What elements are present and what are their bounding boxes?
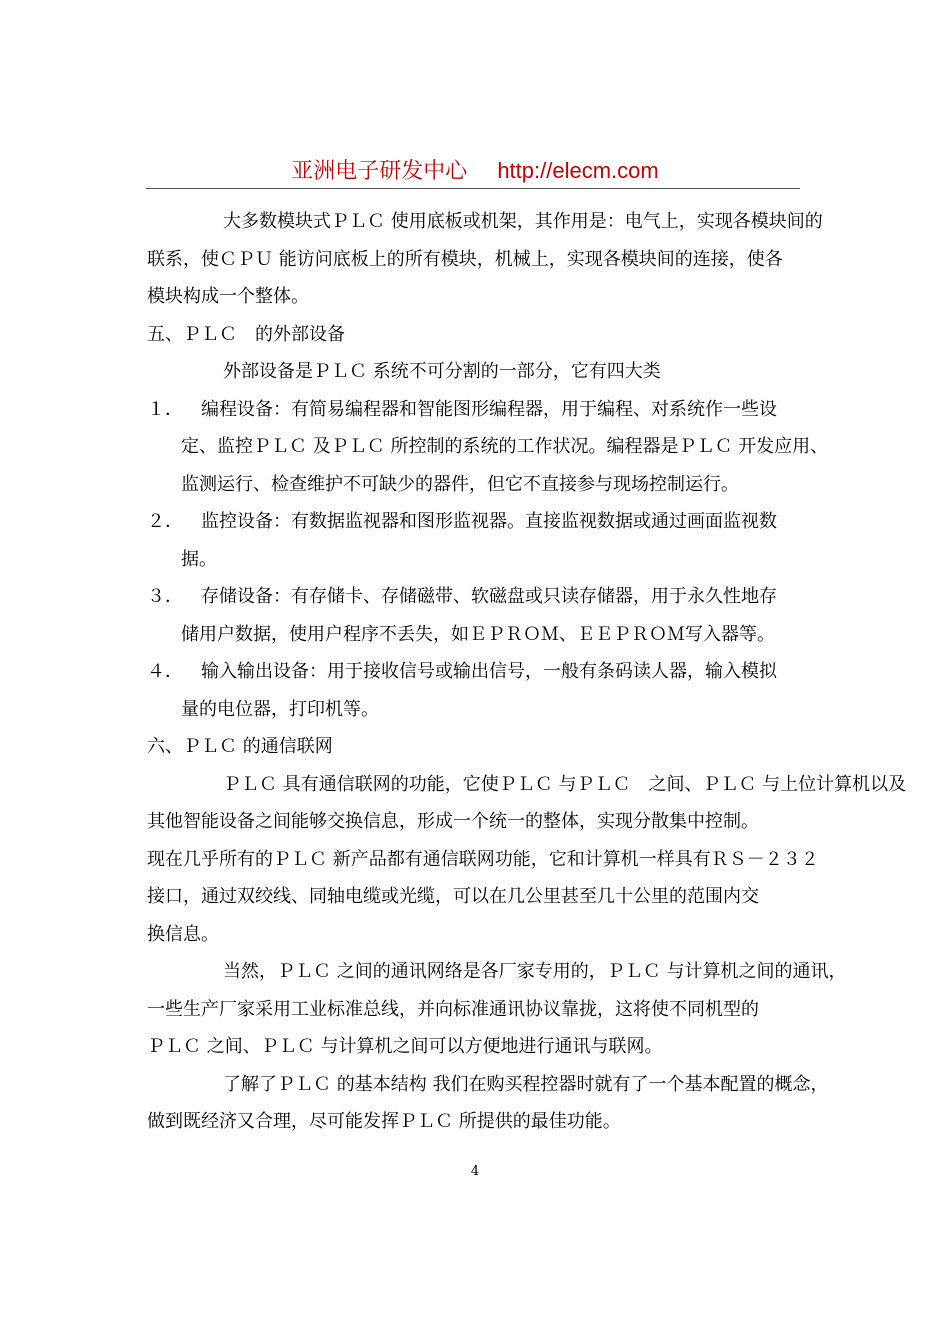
document-body	[147, 203, 947, 1141]
paragraph-line: 其他智能设备之间能够交换信息，形成一个统一的整体，实现分散集中控制。	[147, 811, 759, 832]
paragraph-line: ＰＬＣ 之间、ＰＬＣ 与计算机之间可以方便地进行通讯与联网。	[147, 1036, 663, 1057]
section-heading: 五、ＰＬＣ 的外部设备	[147, 323, 345, 345]
paragraph-line: 了解了ＰＬＣ 的基本结构 我们在购买程控器时就有了一个基本配置的概念，	[223, 1073, 829, 1095]
paragraph-line: 接口，通过双绞线、同轴电缆或光缆，可以在几公里甚至几十公里的范围内交	[147, 886, 759, 907]
list-item-number: １．	[147, 398, 183, 420]
paragraph-line: 做到既经济又合理，尽可能发挥ＰＬＣ 所提供的最佳功能。	[147, 1111, 621, 1132]
header-title: 亚洲电子研发中心	[291, 159, 468, 184]
list-item-text: 编程设备：有简易编程器和智能图形编程器，用于编程、对系统作一些设	[201, 398, 777, 420]
list-item	[147, 578, 947, 616]
list-item	[147, 391, 947, 429]
paragraph-line: 换信息。	[147, 923, 219, 945]
paragraph-line: ＰＬＣ 具有通信联网的功能，它使ＰＬＣ 与ＰＬＣ 之间、ＰＬＣ 与上位计算机以及	[223, 773, 907, 795]
page-header	[0, 154, 950, 189]
paragraph-line: 外部设备是ＰＬＣ 系统不可分割的一部分，它有四大类	[223, 361, 661, 382]
list-item	[147, 653, 947, 691]
section-heading: 六、ＰＬＣ 的通信联网	[147, 736, 333, 757]
list-item-continuation: 监测运行、检查维护不可缺少的器件，但它不直接参与现场控制运行。	[181, 473, 739, 495]
list-item	[147, 503, 947, 541]
list-item-text: 输入输出设备：用于接收信号或输出信号，一般有条码读人器，输入模拟	[201, 661, 777, 682]
paragraph-line: 一些生产厂家采用工业标准总线，并向标准通讯协议靠拢，这将使不同机型的	[147, 998, 759, 1020]
paragraph-line: 模块构成一个整体。	[147, 286, 309, 307]
list-item-continuation: 据。	[181, 548, 217, 570]
header-url[interactable]: http://elecm.com	[497, 158, 659, 183]
list-item-text: 存储设备：有存储卡、存储磁带、软磁盘或只读存储器，用于永久性地存	[201, 586, 777, 607]
list-item-number: ４．	[147, 661, 183, 682]
list-item-text: 监控设备：有数据监视器和图形监视器。直接监视数据或通过画面监视数	[201, 511, 777, 532]
list-item-continuation: 储用户数据，使用户程序不丢失，如ＥＰＲＯＭ、ＥＥＰＲＯＭ写入器等。	[181, 623, 775, 645]
list-item-continuation: 定、监控ＰＬＣ 及ＰＬＣ 所控制的系统的工作状况。编程器是ＰＬＣ 开发应用、	[181, 436, 829, 457]
list-item-number: ３．	[147, 586, 183, 607]
header-divider	[146, 188, 800, 189]
paragraph-line: 联系，使ＣＰＵ 能访问底板上的所有模块，机械上，实现各模块间的连接，使各	[147, 248, 783, 270]
paragraph-line: 现在几乎所有的ＰＬＣ 新产品都有通信联网功能，它和计算机一样具有ＲＳ－２３２	[147, 848, 819, 870]
page-number: 4	[470, 1164, 480, 1179]
paragraph-line: 当然，ＰＬＣ 之间的通讯网络是各厂家专用的，ＰＬＣ 与计算机之间的通讯，	[223, 961, 847, 982]
list-item-continuation: 量的电位器，打印机等。	[181, 698, 379, 720]
paragraph-line: 大多数模块式ＰＬＣ 使用底板或机架，其作用是：电气上，实现各模块间的	[223, 211, 823, 232]
list-item-number: ２．	[147, 511, 183, 532]
